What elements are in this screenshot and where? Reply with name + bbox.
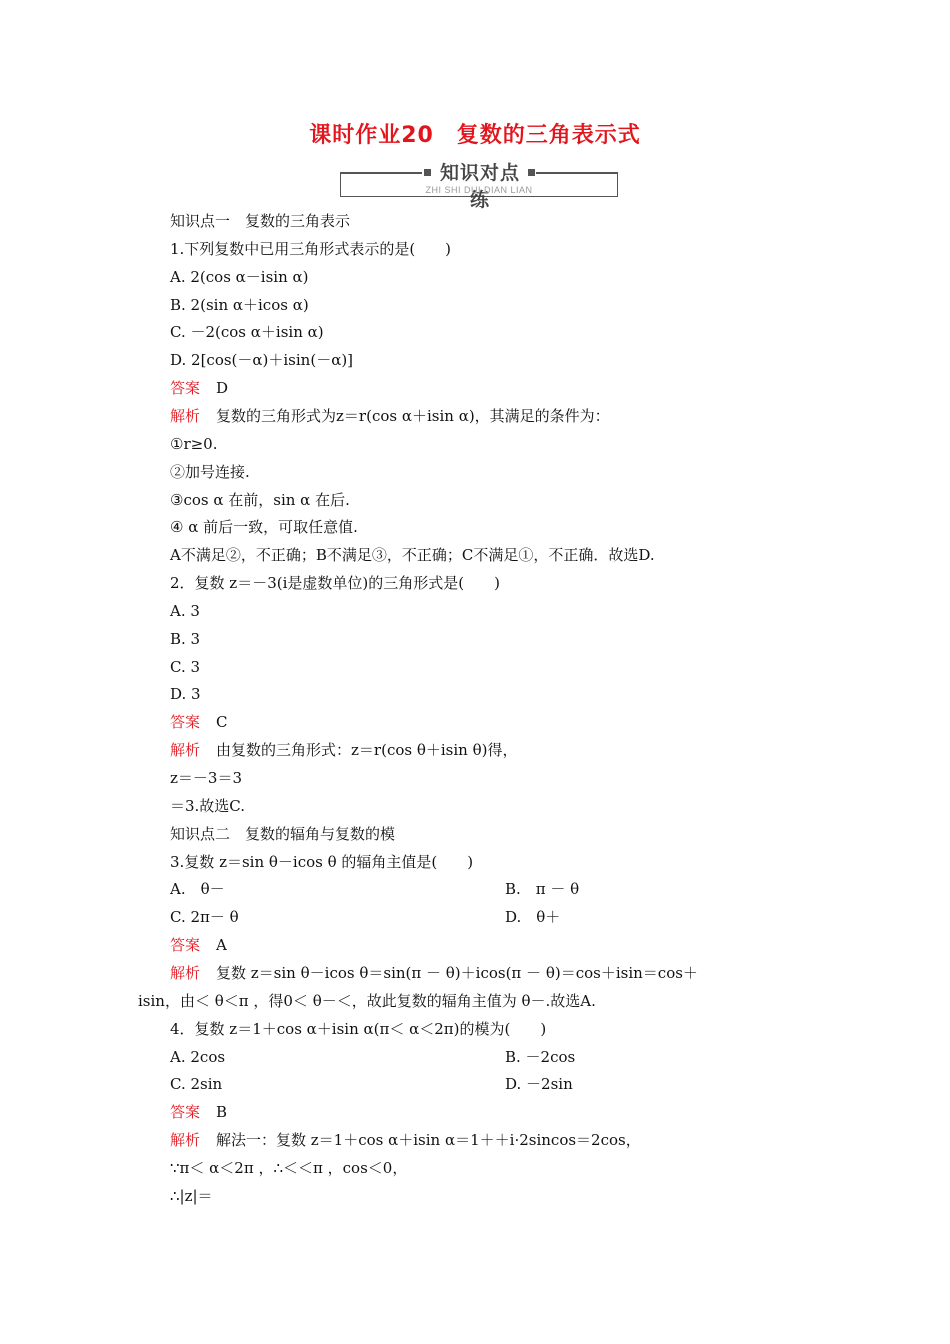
option-right: D. －2sin (505, 1075, 573, 1093)
text-line (170, 322, 324, 342)
page-title: 课时作业20 复数的三角表示式 (309, 123, 641, 148)
line-text: C (216, 713, 228, 731)
banner-title: 知识对点练 (439, 162, 520, 211)
line-text: D. 2[cos(－α)＋isin(－α)] (170, 351, 354, 369)
line-text: z＝－3＝3 (170, 769, 242, 787)
line-text: 2．复数 z＝－3(i是虚数单位)的三角形式是( ) (170, 574, 500, 592)
line-text: A. 2(cos α－isin α) (170, 268, 309, 286)
text-line (170, 1019, 546, 1039)
text-line (170, 350, 353, 370)
line-text: ④ α 前后一致，可取任意值. (170, 518, 358, 536)
text-line (170, 573, 500, 593)
answer-line (170, 378, 228, 398)
banner-square-left (424, 169, 431, 176)
line-text: 解法一：复数 z＝1＋cos α＋isin α＝1＋＋i·2sincos＝2cos， (216, 1131, 641, 1149)
text-line (170, 211, 350, 231)
text-line (170, 1074, 222, 1094)
line-text: C. 2sin (170, 1075, 223, 1093)
line-text: 由复数的三角形式：z＝r(cos θ＋isin θ)得， (216, 741, 518, 759)
line-text: A. 2cos (170, 1048, 226, 1066)
text-line (170, 1047, 225, 1067)
line-text: B. 2(sin α＋icos α) (170, 296, 309, 314)
answer-label: 解析 (170, 964, 201, 982)
analysis-line (170, 963, 698, 983)
analysis-line (170, 1130, 641, 1150)
line-text: 复数 z＝sin θ－icos θ＝sin(π － θ)＋icos(π － θ)＝cos＋isin＝cos＋ (216, 964, 698, 982)
analysis-line (170, 406, 610, 426)
answer-label: 解析 (170, 1131, 201, 1149)
answer-line (170, 712, 228, 732)
banner-subtitle: ZHI SHI DUI DIAN LIAN (425, 185, 533, 195)
line-text: ＝3.故选C. (170, 797, 246, 815)
line-text: D (216, 379, 229, 397)
text-line (170, 239, 451, 259)
answer-label: 解析 (170, 407, 201, 425)
section-banner (340, 158, 618, 211)
line-text: 复数的三角形式为z＝r(cos α＋isin α)，其满足的条件为： (216, 407, 610, 425)
banner-rule-right (536, 172, 618, 174)
line-text: isin，由＜ θ＜π ，得0＜ θ－＜，故此复数的辐角主值为 θ－.故选A. (138, 992, 596, 1010)
text-line (170, 852, 473, 872)
option-right: B. π － θ (505, 880, 580, 898)
text-line (170, 1158, 407, 1178)
answer-label: 解析 (170, 741, 201, 759)
text-line (170, 629, 200, 649)
banner-square-right (528, 169, 535, 176)
line-text: 3.复数 z＝sin θ－icos θ 的辐角主值是( ) (170, 853, 474, 871)
answer-label: 答案 (170, 713, 201, 731)
line-text: B (216, 1103, 228, 1121)
answer-label: 答案 (170, 1103, 201, 1121)
text-line (170, 517, 358, 537)
line-text: D. 3 (170, 685, 201, 703)
line-text: 知识点一 复数的三角表示 (170, 212, 351, 230)
option-right: D. θ＋ (505, 908, 561, 926)
line-text: ∴|z|＝ (170, 1187, 213, 1205)
line-text: 4．复数 z＝1＋cos α＋isin α(π＜ α＜2π)的模为( ) (170, 1020, 547, 1038)
line-text: A. 3 (170, 602, 200, 620)
text-line (170, 601, 200, 621)
text-line (170, 295, 309, 315)
line-text: ∵π＜ α＜2π ，∴＜＜π ，cos＜0， (170, 1159, 408, 1177)
answer-label: 答案 (170, 936, 201, 954)
text-line (170, 684, 201, 704)
line-text: ①r≥0. (170, 435, 218, 453)
answer-line (170, 935, 227, 955)
answer-label: 答案 (170, 379, 201, 397)
text-line (170, 490, 350, 510)
line-text: A. θ－ (170, 880, 225, 898)
text-line (170, 907, 239, 927)
line-text: 1.下列复数中已用三角形式表示的是( ) (170, 240, 452, 258)
analysis-line (170, 740, 517, 760)
line-text: C. －2(cos α＋isin α) (170, 323, 324, 341)
option-right: B. －2cos (505, 1048, 576, 1066)
line-text: C. 3 (170, 658, 201, 676)
line-text: A (216, 936, 227, 954)
text-line (170, 267, 309, 287)
text-line (170, 462, 250, 482)
banner-rule-left (340, 172, 422, 174)
line-text: A不满足②，不正确；B不满足③，不正确；C不满足①，不正确．故选D. (170, 546, 655, 564)
text-line (170, 545, 655, 565)
line-text: ③cos α 在前，sin α 在后. (170, 491, 350, 509)
text-line (170, 1186, 213, 1206)
text-line (170, 796, 245, 816)
line-text: 知识点二 复数的辐角与复数的模 (170, 825, 396, 843)
text-line (170, 657, 200, 677)
text-line (170, 434, 218, 454)
text-line (138, 991, 596, 1011)
line-text: ②加号连接. (170, 463, 250, 481)
line-text: C. 2π－ θ (170, 908, 239, 926)
text-line (170, 879, 225, 899)
text-line (170, 768, 242, 788)
answer-line (170, 1102, 227, 1122)
line-text: B. 3 (170, 630, 201, 648)
text-line (170, 824, 395, 844)
